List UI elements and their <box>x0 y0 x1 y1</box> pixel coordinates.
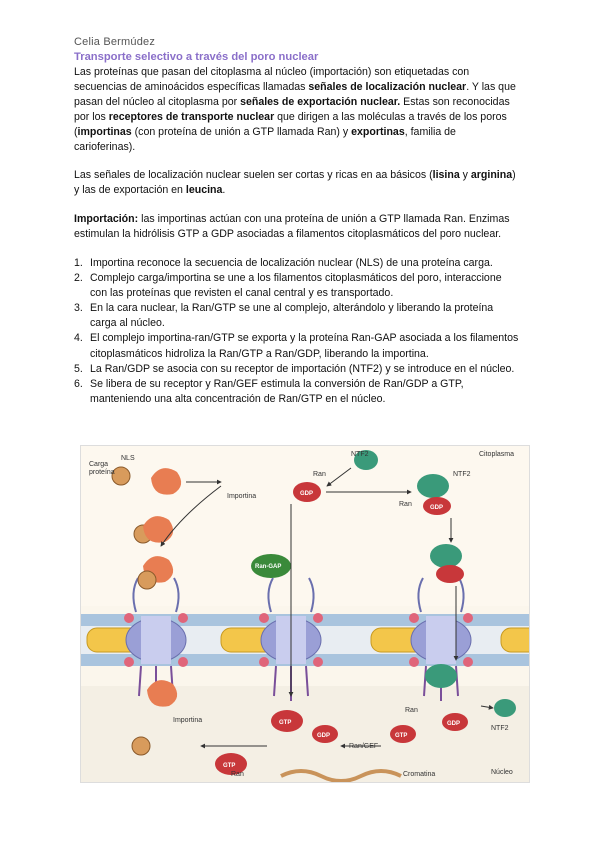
label-ntf2-right: NTF2 <box>453 471 471 478</box>
label-importina-bottom: Importina <box>173 717 203 724</box>
label-proteina: proteína <box>89 469 115 476</box>
gtp-label: GTP <box>395 733 408 739</box>
gdp-label: GDP <box>317 733 331 739</box>
list-item <box>74 377 520 407</box>
gdp-label: GDP <box>447 721 461 727</box>
text-run: . <box>222 184 226 197</box>
label-ntf2-bottom: NTF2 <box>491 725 509 732</box>
list-number: 5. <box>74 362 83 375</box>
document-title: Transporte selectivo a través del poro nuclear <box>74 51 319 63</box>
label-ran-right: Ran <box>399 501 412 508</box>
label-nls: NLS <box>121 455 135 462</box>
nucleus-region <box>81 686 529 782</box>
bold-term: receptores de transporte nuclear <box>108 111 275 124</box>
text-run: , familia de carioferinas). <box>74 126 456 154</box>
gdp-label: GDP <box>430 505 444 511</box>
bold-term: lisina <box>432 169 460 181</box>
label-ran-bottom-right: Ran <box>405 707 418 714</box>
label-ran-bottom: Ran <box>231 771 244 778</box>
ran-gdp-top <box>293 482 321 502</box>
text-run: . Y las que pasan del núcleo al citoplasma por <box>74 81 516 109</box>
list-item <box>74 362 520 377</box>
paragraph-intro <box>74 65 520 156</box>
figure-illustration <box>81 446 529 782</box>
bold-term: señales de exportación nuclear. <box>240 96 401 109</box>
list-text: En la cara nuclear, la Ran/GTP se une al complejo, alterándolo y liberando la proteína carga al núcleo. <box>90 302 494 330</box>
text-run: (con proteína de unión a GTP llamada Ran) y <box>131 126 352 139</box>
label-citoplasma: Citoplasma <box>479 451 515 458</box>
list-number: 1. <box>74 257 83 269</box>
label-carga: Carga <box>89 461 109 468</box>
label-ran: Ran <box>313 471 326 478</box>
paragraph-signals <box>74 168 520 198</box>
nuclear-pore-transport-figure <box>80 445 530 783</box>
text-run: Las señales de localización nuclear suelen ser cortas y ricas en aa básicos ( <box>74 169 433 181</box>
bold-term: arginina <box>470 169 513 181</box>
text-run: las importinas actúan con una proteína de unión a GTP llamada Ran. Enzimas estimulan la hidrólisis GTP a GDP asociadas a filamentos citoplasmáticos del poro nuclear. <box>74 213 510 241</box>
list-item <box>74 256 520 271</box>
list-number: 6. <box>74 377 83 390</box>
author-name: Celia Bermúdez <box>74 36 156 48</box>
text-run: que dirigen a las moléculas a través de los poros ( <box>74 111 507 139</box>
bold-term: señales de localización nuclear <box>308 81 467 94</box>
gdp-label: GDP <box>300 491 314 497</box>
label-importina-top: Importina <box>227 493 257 500</box>
bold-term: leucina <box>185 184 223 197</box>
list-number: 2. <box>74 272 83 285</box>
text-run: Estas son reconocidas por los <box>74 96 510 124</box>
bold-term: Importación: <box>74 213 139 225</box>
label-ntf2-top: NTF2 <box>351 451 369 458</box>
label-cromatina: Cromatina <box>403 771 436 778</box>
bold-term: exportinas <box>351 126 405 139</box>
text-run: Las proteínas que pasan del citoplasma al núcleo (importación) son etiquetadas con secuencias de aminoácidos específicas llamadas <box>74 66 470 94</box>
list-text: La Ran/GDP se asocia con su receptor de importación (NTF2) y se introduce en el núcleo. <box>90 362 515 375</box>
list-item <box>74 271 520 301</box>
rangap-label: Ran-GAP <box>255 564 282 570</box>
list-number: 3. <box>74 302 83 315</box>
label-nucleo: Núcleo <box>491 769 513 776</box>
import-steps-list <box>74 256 520 407</box>
bold-term: importinas <box>77 126 132 139</box>
list-number: 4. <box>74 332 83 345</box>
list-text: Se libera de su receptor y Ran/GEF estimula la conversión de Ran/GDP a GTP, manteniendo una alta concentración de Ran/GTP en el núcleo. <box>90 377 464 405</box>
paragraph-import <box>74 212 520 242</box>
list-item <box>74 331 520 361</box>
list-text: Complejo carga/importina se une a los filamentos citoplasmáticos del poro, interaccione con las proteínas que revisten el canal central y es transportado. <box>90 272 502 300</box>
text-run: y <box>459 169 471 181</box>
label-rangef: Ran/GEF <box>349 743 379 750</box>
gtp-label: GTP <box>223 763 236 769</box>
ran-gap <box>251 554 291 578</box>
list-text: Importina reconoce la secuencia de localización nuclear (NLS) de una proteína carga. <box>90 257 493 269</box>
gtp-label: GTP <box>279 720 292 726</box>
list-item <box>74 301 520 331</box>
list-text: El complejo importina-ran/GTP se exporta y la proteína Ran-GAP asociada a los filamentos citoplasmáticos hidroliza la Ran/GTP a Ran/GDP, liberando la importina. <box>90 332 519 360</box>
text-run: ) y las de exportación en <box>74 169 516 197</box>
